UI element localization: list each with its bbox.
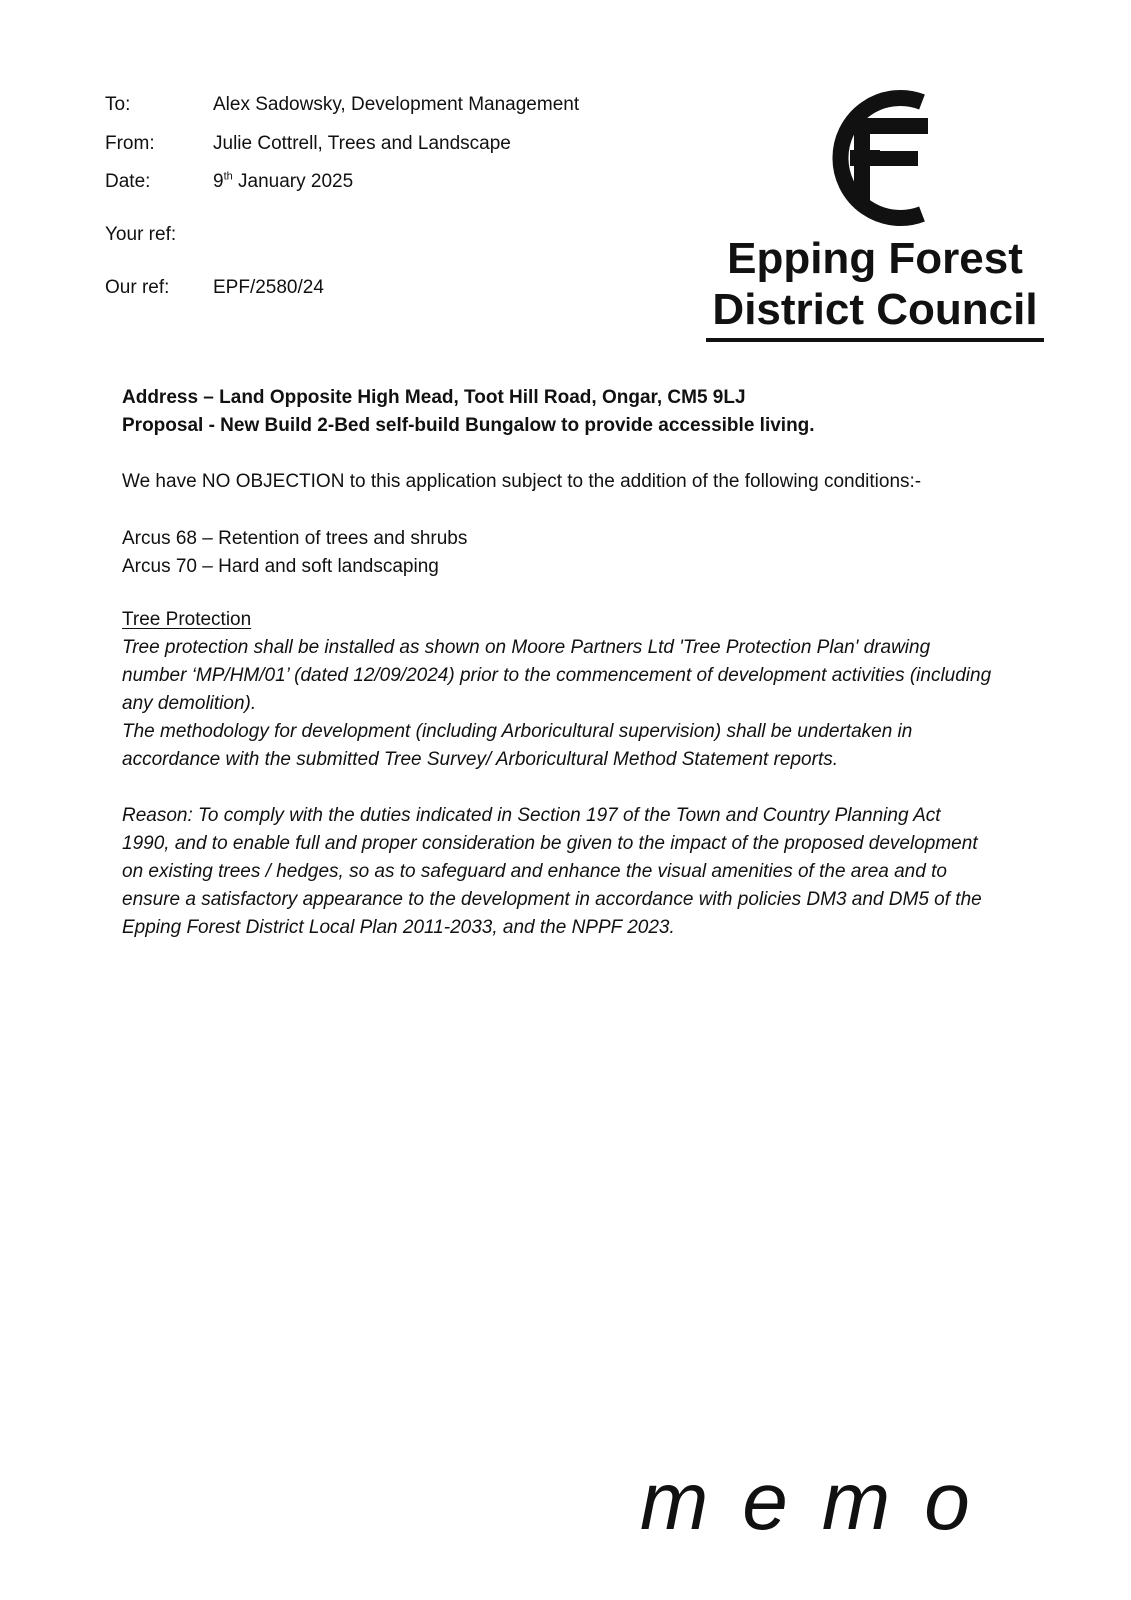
your-ref-label: Your ref: [105, 224, 177, 245]
condition-item: Arcus 68 – Retention of trees and shrubs [122, 528, 468, 549]
to-label: To: [105, 94, 131, 115]
our-ref-label: Our ref: [105, 277, 170, 298]
subject-block [122, 384, 1022, 440]
from-value: Julie Cottrell, Trees and Landscape [213, 133, 511, 154]
council-name-line2: District Council [712, 285, 1038, 334]
tree-protection-heading: Tree Protection [122, 609, 252, 630]
council-name-line1: Epping Forest [727, 234, 1023, 283]
council-logo [700, 88, 1050, 348]
our-ref-value: EPF/2580/24 [213, 277, 324, 298]
tree-protection-para2: The methodology for development (including Arboricultural supervision) shall be undertaken in accordance with the submitted Tree Survey/ Arboricultural Method Statement reports. [122, 721, 913, 770]
proposal-line: Proposal - New Build 2-Bed self-build Bungalow to provide accessible living. [122, 415, 815, 436]
from-label: From: [105, 133, 155, 154]
memo-footer: memo [640, 1456, 1004, 1547]
conditions-list [122, 525, 1022, 581]
council-name [700, 233, 1050, 335]
tree-protection-section [122, 606, 1022, 942]
intro-text: We have NO OBJECTION to this application subject to the addition of the following conditions:- [122, 471, 922, 492]
to-value: Alex Sadowsky, Development Management [213, 94, 580, 115]
ef-emblem-icon [810, 88, 940, 228]
your-ref-row [105, 224, 213, 246]
reason-paragraph: Reason: To comply with the duties indicated in Section 197 of the Town and Country Planning Act 1990, and to enable full and proper consideration be given to the impact of the proposed development on existing trees / hedges, so as to safeguard and enhance the visual amenities of the area and to ensure a satisfactory appearance to the development in accordance with policies DM3 and DM5 of the Epping Forest District Local Plan 2011-2033, and the NPPF 2023. [122, 805, 982, 938]
logo-underline [706, 338, 1044, 342]
date-value: 9th January 2025 [213, 171, 354, 193]
our-ref-row [105, 277, 324, 299]
to-row [105, 94, 579, 116]
condition-item: Arcus 70 – Hard and soft landscaping [122, 556, 439, 577]
from-row [105, 133, 511, 155]
tree-protection-para1: Tree protection shall be installed as shown on Moore Partners Ltd 'Tree Protection Plan' drawing number ‘MP/HM/01’ (dated 12/09/2024) prior to the commencement of development activities (including any demolition). [122, 637, 992, 714]
date-label: Date: [105, 171, 151, 193]
date-row [105, 171, 353, 193]
address-line: Address – Land Opposite High Mead, Toot Hill Road, Ongar, CM5 9LJ [122, 387, 746, 408]
